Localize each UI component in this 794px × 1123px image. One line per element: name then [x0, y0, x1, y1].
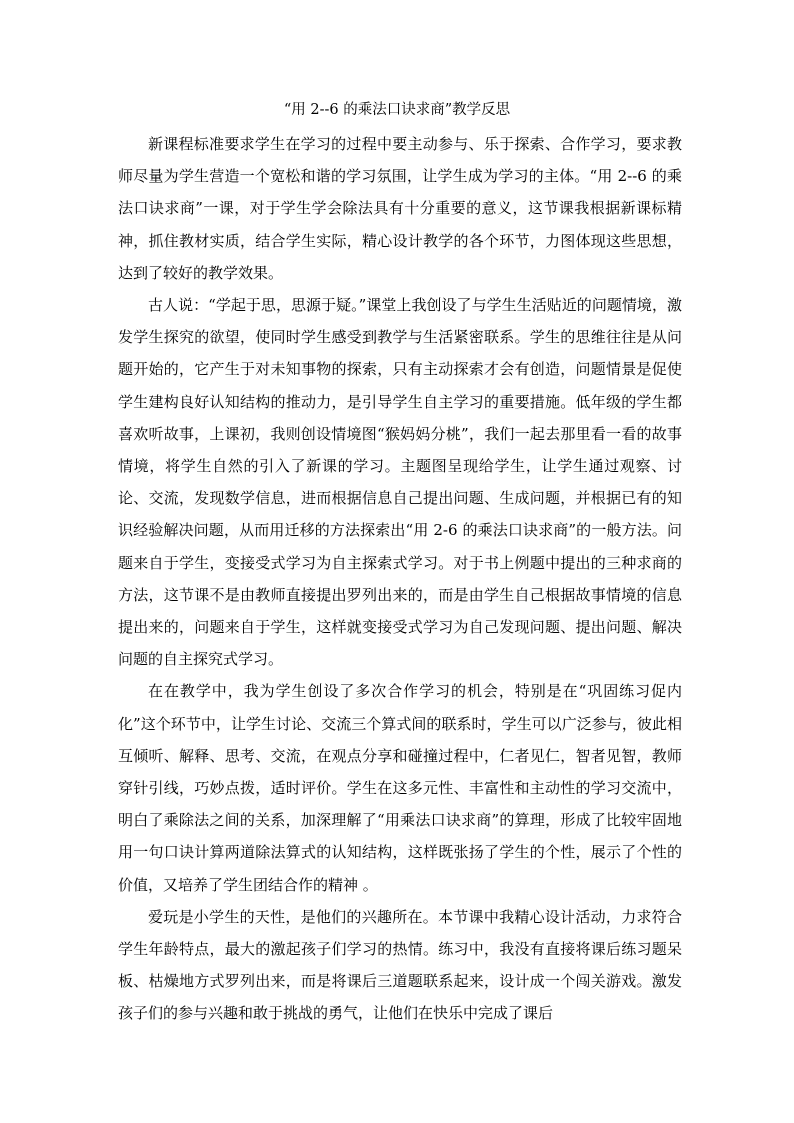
paragraph-game-activity: 爱玩是小学生的天性，是他们的兴趣所在。本节课中我精心设计活动，力求符合学生年龄特点，最大的激起孩子们学习的热情。练习中，我没有直接将课后练习题呆板、枯燥地方式罗列出来，而是将课后三道题联系起来，设计成一个闯关游戏。激发孩子们的参与兴趣和敢于挑战的勇气，让他们在快乐中完成了课后: [118, 907, 682, 1023]
document-body: [118, 128, 682, 1030]
paragraph-intro: 新课程标准要求学生在学习的过程中要主动参与、乐于探索、合作学习，要求教师尽量为学生营造一个宽松和谐的学习氛围，让学生成为学习的主体。“用 2--6 的乘法口诀求商”一课，对于学生学会除法具有十分重要的意义，这节课我根据新课标精神，抓住教材实质，结合学生实际，精心设计教学的各个环节，力图体现这些思想，达到了较好的教学效果。: [118, 135, 682, 282]
document-title: “用 2--6 的乘法口诀求商”教学反思: [283, 102, 511, 118]
paragraph-cooperative-learning: 在在教学中，我为学生创设了多次合作学习的机会，特别是在“巩固练习促内化”这个环节中，让学生讨论、交流三个算式间的联系时，学生可以广泛参与，彼此相互倾听、解释、思考、交流，在观点分享和碰撞过程中，仁者见仁，智者见智，教师穿针引线，巧妙点拨，适时评价。学生在这多元性、丰富性和主动性的学习交流中，明白了乘除法之间的关系，加深理解了“用乘法口诀求商”的算理，形成了比较牢固地用一句口诀计算两道除法算式的认知结构，这样既张扬了学生的个性，展示了个性的价值，又培养了学生团结合作的精神 。: [118, 682, 682, 894]
paragraph-problem-situation: 古人说：“学起于思，思源于疑。”课堂上我创设了与学生生活贴近的问题情境，激发学生探究的欲望，使同时学生感受到教学与生活紧密联系。学生的思维往往是从问题开始的，它产生于对未知事物的探索，只有主动探索才会有创造，问题情景是促使学生建构良好认知结构的推动力，是引导学生自主学习的重要措施。低年级的学生都喜欢听故事，上课初，我则创设情境图“猴妈妈分桃”，我们一起去那里看一看的故事情境，将学生自然的引入了新课的学习。主题图呈现给学生，让学生通过观察、讨论、交流，发现数学信息，进而根据信息自己提出问题、生成问题，并根据已有的知识经验解决问题，从而用迁移的方法探索出“用 2-6 的乘法口诀求商”的一般方法。问题来自于学生，变接受式学习为自主探索式学习。对于书上例题中提出的三种求商的方法，这节课不是由教师直接提出罗列出来的，而是由学生自己根据故事情境的信息提出来的，问题来自于学生，这样就变接受式学习为自己发现问题、提出问题、解决问题的自主探究式学习。: [118, 296, 682, 669]
